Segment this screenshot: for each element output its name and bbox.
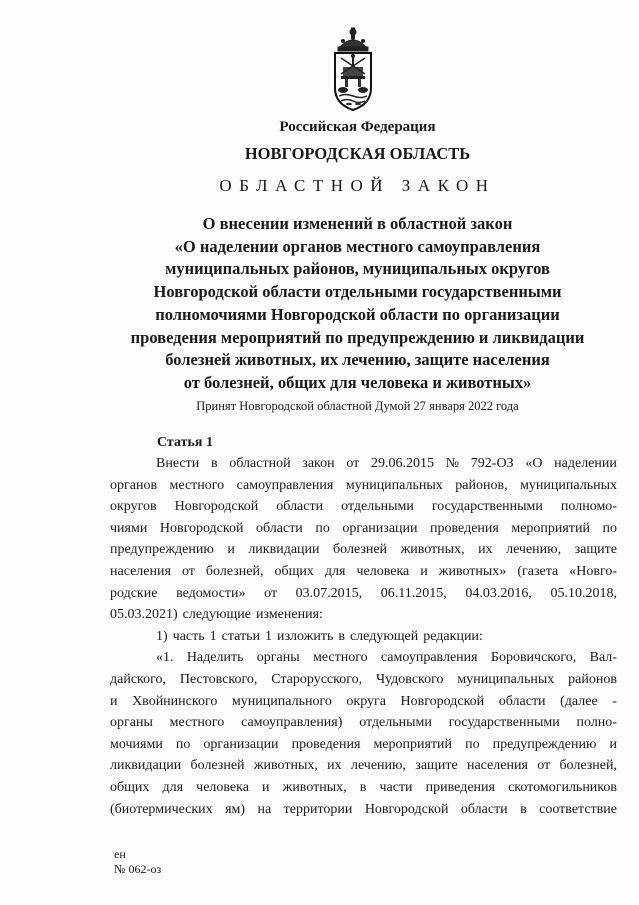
- article-line: родские ведомости» от 03.07.2015, 06.11.2015, 04.03.2016, 05.10.2018,: [110, 585, 617, 601]
- law-title-line: Новгородской области отдельными государственными: [153, 282, 562, 302]
- article-line: дайского, Пестовского, Старорусского, Чудовского муниципальных районов: [110, 671, 617, 687]
- article-line: органы местного самоуправления) отдельными государственными полно-: [110, 715, 617, 731]
- law-title-line: муниципальных районов, муниципальных округов: [165, 259, 550, 279]
- law-title-line: полномочиями Новгородской области по организации: [155, 304, 560, 324]
- law-title-line: болезней животных, их лечению, защите населения: [165, 350, 550, 370]
- article-line: мочиями по организации проведения мероприятий по предупреждению и: [110, 736, 617, 752]
- law-title-line: проведения мероприятий по предупреждению и ликвидации: [130, 327, 585, 347]
- region-title: НОВГОРОДСКАЯ ОБЛАСТЬ: [244, 144, 471, 163]
- article-line: населения от болезней, общих для человека и животных» (газета «Новго-: [110, 563, 617, 579]
- article-line: (биотермических ям) на территории Новгородской области в соответствие: [110, 801, 617, 817]
- document-footer: [114, 847, 161, 877]
- executor-initials: ен: [114, 847, 126, 861]
- article-line: 1) часть 1 статьи 1 изложить в следующей редакции:: [156, 628, 483, 644]
- article-line: округов Новгородской области отдельными государственными полномо-: [110, 499, 617, 515]
- article-line: общих для человека и животных, в части приведения скотомогильников: [110, 779, 617, 795]
- law-title-line: «О наделении органов местного самоуправления: [174, 236, 541, 256]
- document-number: № 062-оз: [114, 862, 162, 876]
- article-heading: Статья 1: [157, 435, 213, 450]
- law-title: [38, 213, 639, 395]
- novgorod-coat-of-arms-icon: [321, 26, 385, 112]
- adoption-note: Принят Новгородской областной Думой 27 января 2022 года: [196, 399, 519, 413]
- article-line: Внести в областной закон от 29.06.2015 № 792-ОЗ «О наделении: [156, 456, 617, 471]
- article-line: и Хвойнинского муниципального округа Новгородской области (далее -: [110, 693, 617, 709]
- law-title-line: от болезней, общих для человека и животных»: [183, 372, 532, 392]
- federation-label: Российская Федерация: [279, 119, 436, 135]
- article-line: чиями Новгородской области по организации проведения мероприятий по: [110, 520, 617, 536]
- article-line: органов местного самоуправления муниципальных районов, муниципальных: [110, 477, 617, 493]
- article-line: предупреждению и ликвидации болезней животных, их лечению, защите: [110, 542, 617, 558]
- article-line: «1. Наделить органы местного самоуправления Боровичского, Вал-: [156, 650, 617, 666]
- law-title-line: О внесении изменений в областной закон: [202, 214, 513, 233]
- law-type-title: ОБЛАСТНОЙ ЗАКОН: [219, 176, 496, 195]
- article-line: ликвидации болезней животных, их лечению, защите населения от болезней,: [110, 758, 617, 774]
- article-line: 05.03.2021) следующие изменения:: [110, 607, 323, 623]
- article-body: [110, 453, 617, 820]
